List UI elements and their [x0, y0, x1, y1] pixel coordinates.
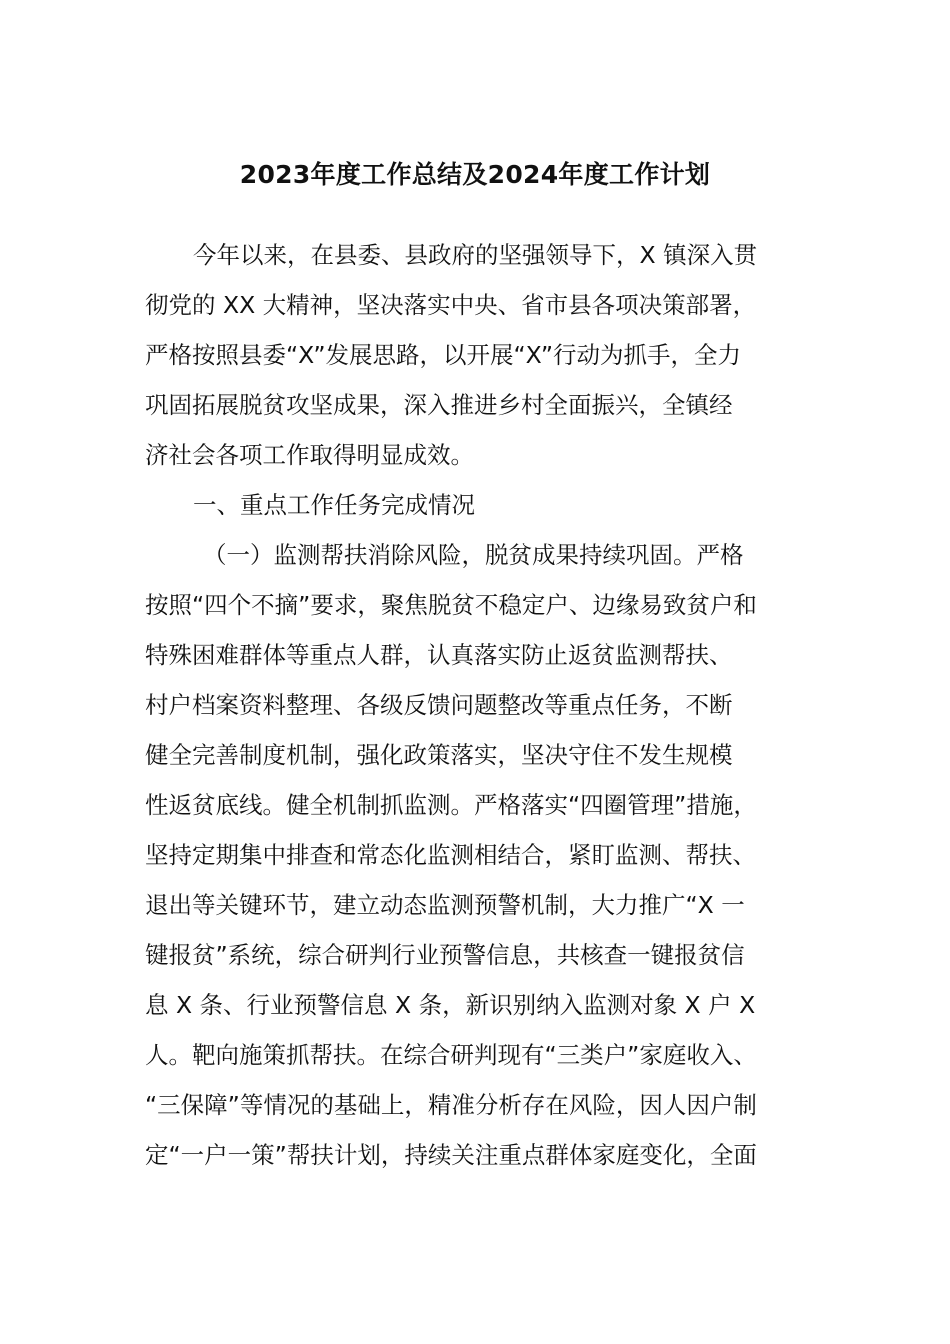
paragraph-line: 退出等关键环节，建立动态监测预警机制，大力推广“X 一 — [145, 891, 745, 919]
paragraph-line: 键报贫”系统，综合研判行业预警信息，共核查一键报贫信 — [145, 941, 745, 969]
subsection-heading-line: （一）监测帮扶消除风险，脱贫成果持续巩固。严格 — [203, 541, 744, 569]
paragraph-line: 按照“四个不摘”要求，聚焦脱贫不稳定户、边缘易致贫户和 — [145, 591, 757, 619]
paragraph-line: 彻党的 XX 大精神，坚决落实中央、省市县各项决策部署， — [145, 291, 757, 319]
paragraph-line: 巩固拓展脱贫攻坚成果，深入推进乡村全面振兴，全镇经 — [145, 391, 733, 419]
paragraph-line: 健全完善制度机制，强化政策落实，坚决守住不发生规模 — [145, 741, 733, 769]
paragraph-line: 坚持定期集中排查和常态化监测相结合，紧盯监测、帮扶、 — [145, 841, 756, 869]
document-body — [145, 230, 810, 1180]
section-heading: 一、重点工作任务完成情况 — [193, 491, 475, 519]
paragraph-line: 济社会各项工作取得明显成效。 — [145, 441, 474, 469]
paragraph-line: 性返贫底线。健全机制抓监测。严格落实“四圈管理”措施， — [145, 791, 757, 819]
paragraph-line: 人。靶向施策抓帮扶。在综合研判现有“三类户”家庭收入、 — [145, 1041, 757, 1069]
document-title: 2023年度工作总结及2024年度工作计划 — [239, 160, 711, 189]
paragraph-line: “三保障”等情况的基础上，精准分析存在风险，因人因户制 — [145, 1091, 757, 1119]
paragraph-line: 特殊困难群体等重点人群，认真落实防止返贫监测帮扶、 — [145, 641, 733, 669]
paragraph-line: 息 X 条、行业预警信息 X 条，新识别纳入监测对象 X 户 X — [145, 991, 756, 1019]
paragraph-line: 严格按照县委“X”发展思路，以开展“X”行动为抓手，全力 — [145, 341, 741, 369]
paragraph-line: 村户档案资料整理、各级反馈问题整改等重点任务，不断 — [145, 691, 733, 719]
paragraph-line: 定“一户一策”帮扶计划，持续关注重点群体家庭变化，全面 — [145, 1141, 757, 1169]
paragraph-line: 今年以来，在县委、县政府的坚强领导下，X 镇深入贯 — [193, 241, 758, 269]
